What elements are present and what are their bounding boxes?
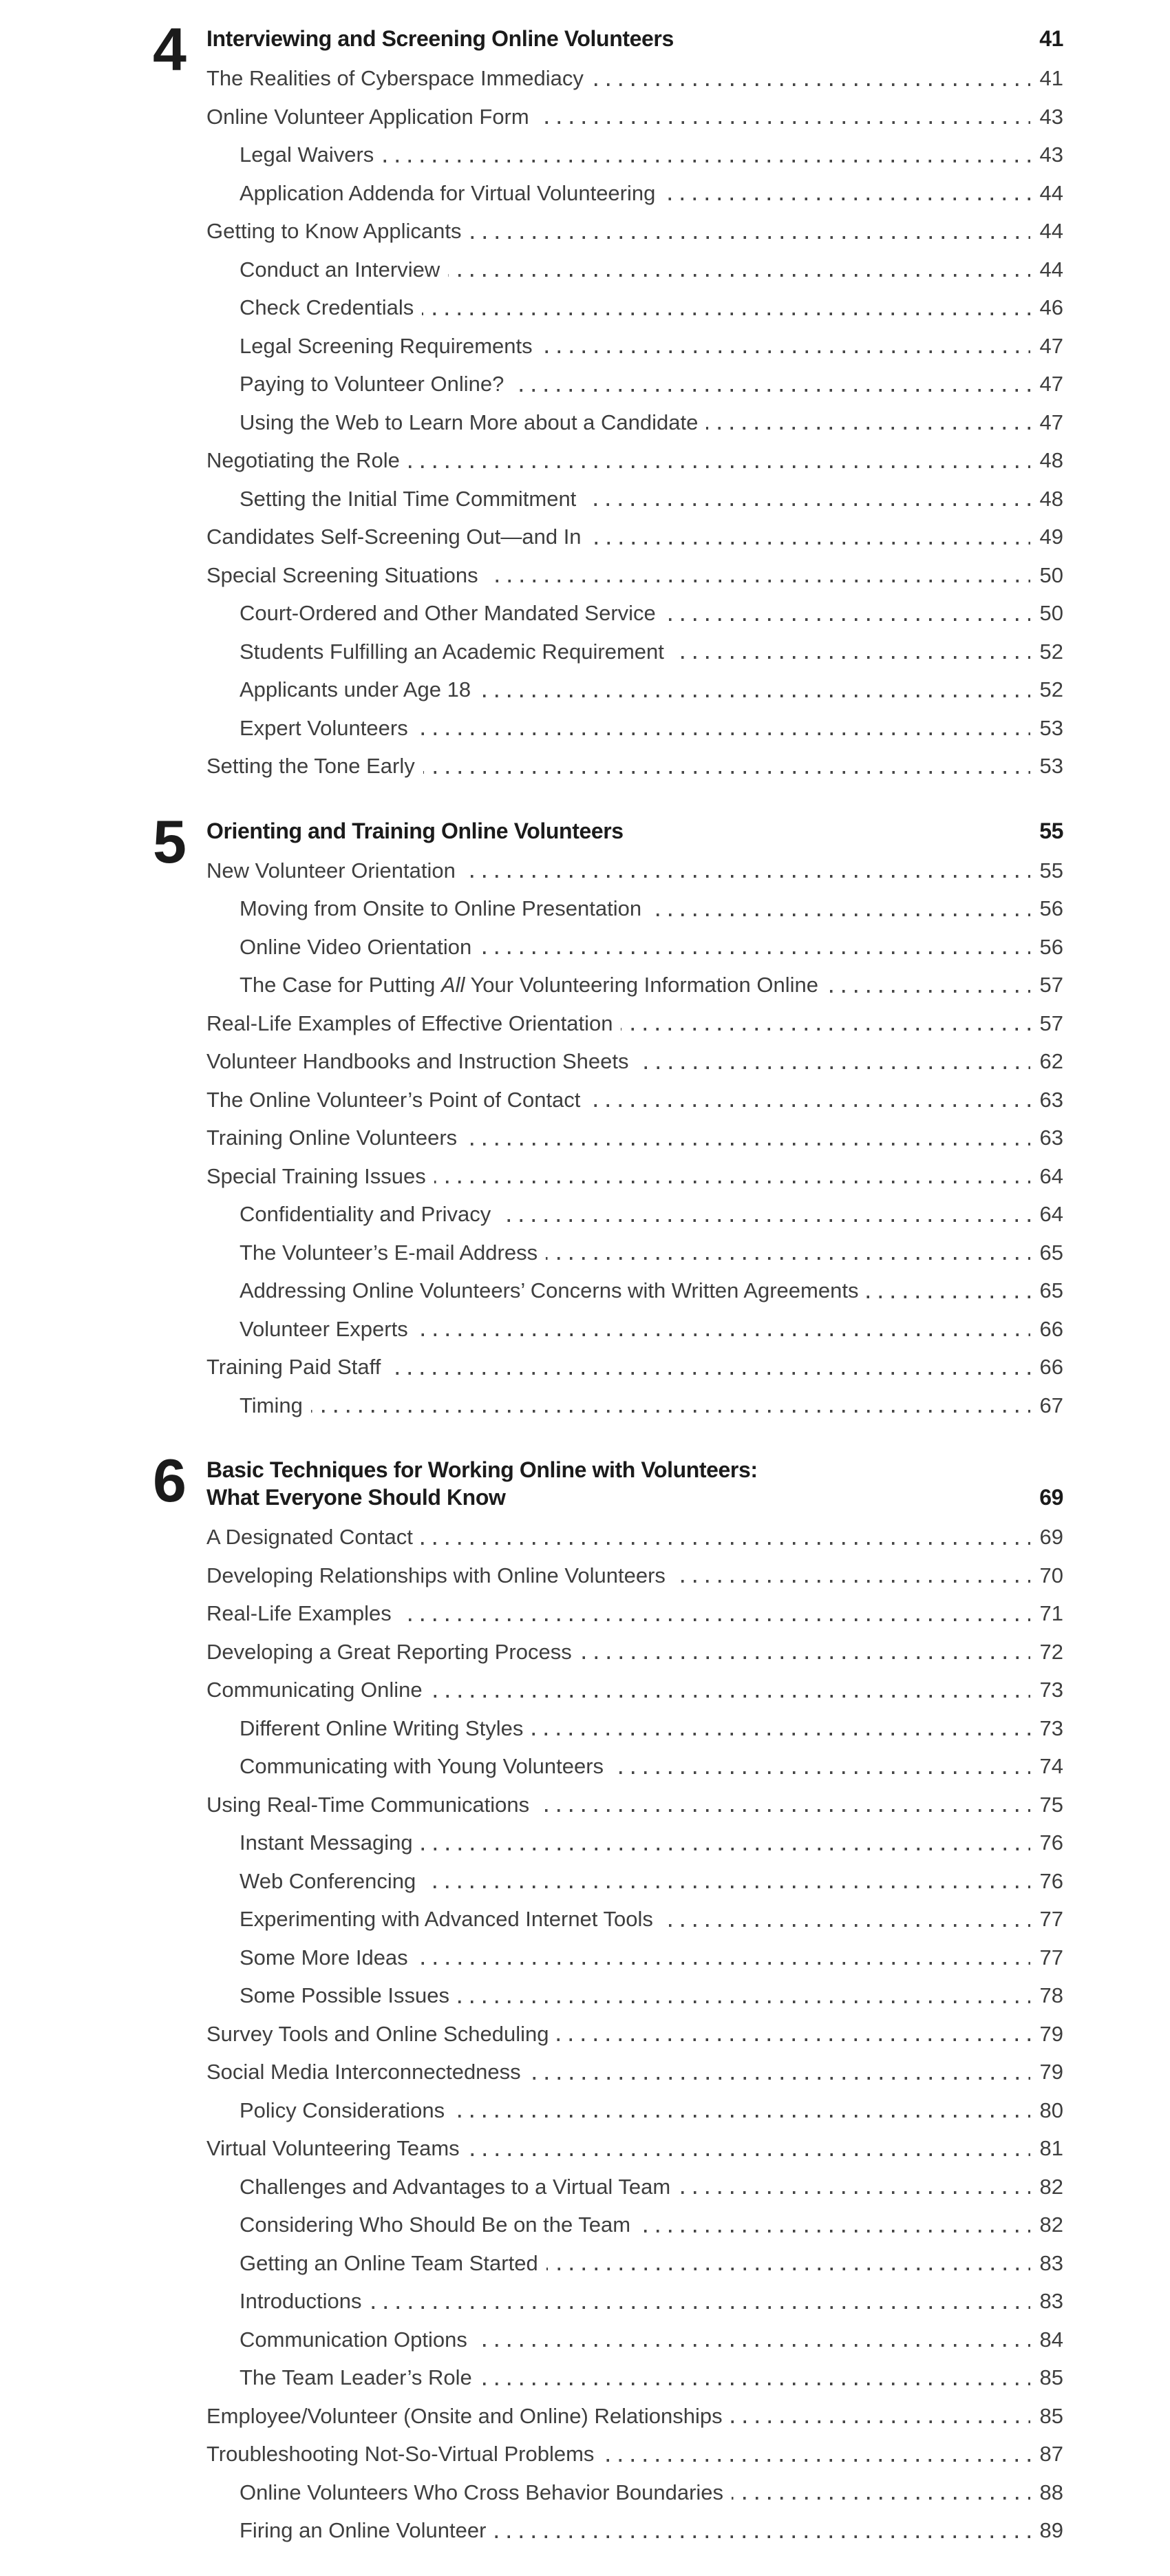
entry-label: The Volunteer’s E-mail Address [240,1240,538,1265]
entry-page-number: 73 [1039,1715,1063,1740]
entry-page-number: 56 [1039,934,1063,959]
entry-label: Students Fulfilling an Academic Requirement [240,639,664,664]
entry-label: Introductions [240,2289,362,2313]
entry-label: Using Real-Time Communications [206,1792,530,1817]
entry-label: Application Addenda for Virtual Volunteering [240,180,656,205]
toc-entry [206,212,1063,251]
dot-leader [538,121,1030,124]
chapter-title-line: Orienting and Training Online Volunteers [206,818,624,843]
entry-label: Legal Waivers [240,142,374,167]
entry-page-number: 48 [1039,486,1063,511]
dot-leader [602,2459,1030,2462]
toc-entry [206,2358,1063,2397]
toc-entry [206,966,1063,1004]
toc-entry [206,1594,1063,1633]
toc-entry [206,2015,1063,2054]
toc-entry [206,2473,1063,2512]
entry-label-segment: Your Volunteering Information Online [465,973,818,997]
entry-page-number: 87 [1039,2442,1063,2466]
toc-entry [206,747,1063,785]
dot-leader [557,2038,1030,2041]
toc-entry [206,1518,1063,1556]
entry-label: Candidates Self-Screening Out—and In [206,525,582,549]
chapter-title [206,25,674,52]
entry-page-number: 76 [1039,1830,1063,1855]
entry-label: Setting the Tone Early [206,754,415,778]
entry-page-number: 89 [1039,2518,1063,2542]
dot-leader [529,2077,1030,2080]
entry-label: Special Training Issues [206,1163,426,1188]
toc-entry [206,1709,1063,1748]
toc-entry [206,556,1063,595]
entry-page-number: 56 [1039,896,1063,920]
entry-page-number: 44 [1039,219,1063,243]
chapter-title-line: Interviewing and Screening Online Volunteers [206,26,674,51]
entry-page-number: 66 [1039,1355,1063,1379]
entry-page-number: 57 [1039,1011,1063,1035]
entry-page-number: 63 [1039,1087,1063,1112]
entry-label: Communicating Online [206,1678,423,1702]
dot-leader [453,2115,1030,2118]
dot-leader [621,1028,1030,1031]
entry-label: Online Volunteer Application Form [206,104,529,129]
chapter-number: 6 [153,1446,184,1514]
dot-leader [480,2383,1030,2385]
entry-label: Training Online Volunteers [206,1126,458,1150]
toc-entry [206,327,1063,366]
toc-entry [206,633,1063,671]
chapter-title [206,817,624,845]
entry-page-number: 57 [1039,973,1063,997]
toc-entry [206,2244,1063,2283]
entry-label: Survey Tools and Online Scheduling [206,2021,549,2046]
toc-entry [206,1119,1063,1157]
entry-page-number: 71 [1039,1601,1063,1625]
entry-label: Getting to Know Applicants [206,219,462,243]
dot-leader [546,2268,1030,2270]
dot-leader [487,580,1030,582]
entry-page-number: 88 [1039,2480,1063,2504]
entry-label: Moving from Onsite to Online Presentation [240,896,642,920]
entry-label: Training Paid Staff [206,1355,381,1379]
toc-entry [206,1824,1063,1862]
entry-page-number: 64 [1039,1163,1063,1188]
toc-entry [206,2168,1063,2206]
dot-leader [637,1066,1030,1069]
toc-chapter [0,1446,1063,2550]
dot-leader [468,2153,1030,2156]
entry-label: Communicating with Young Volunteers [240,1754,604,1778]
entry-page-number: 52 [1039,677,1063,701]
chapter-page-number: 41 [1039,26,1063,51]
dot-leader [416,732,1030,735]
dot-leader [592,83,1030,86]
entry-label: Expert Volunteers [240,715,408,740]
entry-label: The Realities of Cyberspace Immediacy [206,66,584,90]
toc-entry [206,1976,1063,2015]
dot-leader [731,2420,1030,2423]
dot-leader [663,198,1030,200]
toc-entry [206,480,1063,518]
chapter-title [206,1456,758,1511]
entry-page-number: 74 [1039,1754,1063,1778]
dot-leader [706,427,1030,430]
entry-label: Experimenting with Advanced Internet Tools [240,1907,653,1931]
entry-page-number: 50 [1039,601,1063,625]
toc-entry [206,1786,1063,1824]
entry-page-number: 44 [1039,180,1063,205]
entry-page-number: 72 [1039,1639,1063,1664]
dot-leader [370,2306,1030,2309]
dot-leader [476,2344,1030,2347]
entry-page-number: 44 [1039,257,1063,282]
dot-leader [423,771,1030,774]
entry-label: Addressing Online Volunteers’ Concerns with Written Agreements [240,1278,859,1302]
dot-leader [448,274,1030,277]
entry-page-number: 62 [1039,1049,1063,1073]
dot-leader [389,1372,1030,1375]
entry-label-italic-segment: All [440,973,465,997]
chapter-page-number: 55 [1039,818,1063,843]
entry-page-number: 85 [1039,2403,1063,2428]
entry-label: Employee/Volunteer (Onsite and Online) Relationships [206,2403,723,2428]
chapter-heading [206,25,1063,52]
dot-leader [421,1848,1030,1850]
entry-label: Real-Life Examples of Effective Orientation [206,1011,613,1035]
toc-entry [206,1633,1063,1671]
dot-leader [538,1809,1030,1812]
dot-leader [650,914,1030,916]
dot-leader [408,465,1030,468]
entry-page-number: 46 [1039,295,1063,319]
dot-leader [416,1962,1030,1965]
toc-entry [206,2129,1063,2168]
toc-entry [206,1271,1063,1310]
dot-leader [590,542,1030,545]
entry-page-number: 85 [1039,2365,1063,2389]
dot-leader [679,2191,1030,2194]
entry-label: Considering Who Should Be on the Team [240,2213,631,2237]
dot-leader [512,389,1030,392]
entry-label: Check Credentials [240,295,414,319]
entry-label: Online Video Orientation [240,934,472,959]
entry-label: Getting an Online Team Started [240,2250,538,2275]
entry-page-number: 69 [1039,1525,1063,1549]
dot-leader [672,656,1030,659]
chapter-number: 4 [153,15,184,83]
chapter-title-line: What Everyone Should Know [206,1485,506,1510]
dot-leader [421,1542,1030,1545]
entry-page-number: 76 [1039,1868,1063,1893]
chapter-heading [206,1456,1063,1511]
toc-entry [206,441,1063,480]
entry-page-number: 65 [1039,1240,1063,1265]
entry-page-number: 75 [1039,1792,1063,1817]
toc-entry [206,1348,1063,1386]
dot-leader [470,236,1030,239]
entry-page-number: 48 [1039,448,1063,472]
dot-leader [458,2000,1030,2003]
entry-label: Some More Ideas [240,1945,408,1970]
entry-label: Developing Relationships with Online Volunteers [206,1563,666,1587]
toc-entry [206,1671,1063,1709]
entry-label-segment: The Case for Putting [240,973,441,997]
entry-page-number: 67 [1039,1393,1063,1417]
dot-leader [416,1333,1030,1336]
entry-label: Court-Ordered and Other Mandated Service [240,601,656,625]
chapter-title-line: Basic Techniques for Working Online with Volunteers: [206,1457,758,1482]
dot-leader [531,1733,1030,1735]
entry-page-number: 77 [1039,1907,1063,1931]
entry-label: Troubleshooting Not-So-Virtual Problems [206,2442,595,2466]
toc-entry [206,1556,1063,1595]
entry-page-number: 82 [1039,2174,1063,2199]
entry-label: Policy Considerations [240,2098,445,2122]
toc-entry [206,594,1063,633]
dot-leader [382,160,1030,162]
dot-leader [664,618,1030,621]
entry-label: A Designated Contact [206,1525,413,1549]
toc-entry [206,2091,1063,2130]
entry-page-number: 47 [1039,410,1063,434]
toc-entry [206,889,1063,928]
dot-leader [732,2497,1030,2500]
toc-entry [206,1747,1063,1786]
entry-label: Web Conferencing [240,1868,416,1893]
entry-page-number: 43 [1039,104,1063,129]
entry-page-number: 47 [1039,333,1063,358]
toc-entry [206,709,1063,748]
toc-entry [206,2435,1063,2473]
entry-page-number: 81 [1039,2136,1063,2160]
entry-label: Developing a Great Reporting Process [206,1639,572,1664]
entry-label: Communication Options [240,2327,467,2352]
entry-label: Confidentiality and Privacy [240,1202,491,1226]
entry-page-number: 83 [1039,2289,1063,2313]
dot-leader [479,695,1030,697]
toc-entry [206,2053,1063,2091]
entry-label: Challenges and Advantages to a Virtual Team [240,2174,671,2199]
dot-leader [434,1181,1030,1183]
toc-entry [206,518,1063,556]
toc-entry [206,1004,1063,1043]
dot-leader [494,2535,1030,2538]
entry-label: Online Volunteers Who Cross Behavior Boundaries [240,2480,724,2504]
toc-entry [206,174,1063,213]
entry-page-number: 52 [1039,639,1063,664]
toc-entry [206,2282,1063,2321]
toc-entry [206,2321,1063,2359]
entry-label: Negotiating the Role [206,448,400,472]
entry-label: Firing an Online Volunteer [240,2518,487,2542]
entry-page-number: 53 [1039,754,1063,778]
dot-leader [480,951,1030,954]
toc-entry [206,1195,1063,1234]
dot-leader [661,1924,1030,1927]
toc-entry [206,403,1063,442]
chapter-number: 5 [153,807,184,876]
dot-leader [464,875,1030,878]
toc-entry [206,671,1063,709]
toc-entry [206,1234,1063,1272]
entry-label: Setting the Initial Time Commitment [240,486,577,511]
entry-label: Real-Life Examples [206,1601,392,1625]
toc-entry [206,2397,1063,2436]
dot-leader [311,1410,1030,1413]
dot-leader [400,1618,1030,1621]
entry-label: The Team Leader’s Role [240,2365,472,2389]
entry-page-number: 66 [1039,1316,1063,1341]
entry-page-number: 64 [1039,1202,1063,1226]
toc-chapter [0,15,1063,785]
dot-leader [580,1656,1030,1659]
toc-entry [206,2206,1063,2244]
dot-leader [541,350,1030,353]
entry-page-number: 77 [1039,1945,1063,1970]
dot-leader [499,1219,1030,1222]
entry-page-number: 63 [1039,1126,1063,1150]
entry-page-number: 55 [1039,858,1063,883]
entry-page-number: 80 [1039,2098,1063,2122]
entry-page-number: 83 [1039,2250,1063,2275]
chapter-heading [206,817,1063,845]
toc-entry [206,1386,1063,1425]
dot-leader [546,1257,1030,1260]
entry-label: Different Online Writing Styles [240,1715,524,1740]
entry-label: The Online Volunteer’s Point of Contact [206,1087,581,1112]
toc-entry [206,1939,1063,1977]
entry-page-number: 70 [1039,1563,1063,1587]
toc-entry [206,1081,1063,1119]
dot-leader [866,1296,1030,1298]
toc-entry [206,2511,1063,2550]
entry-page-number: 49 [1039,525,1063,549]
entry-page-number: 78 [1039,1983,1063,2007]
entry-label: Timing [240,1393,303,1417]
entry-page-number: 47 [1039,372,1063,396]
toc-entry [206,59,1063,98]
toc-chapter [0,807,1063,1425]
entry-label: Paying to Volunteer Online? [240,372,504,396]
toc-entry [206,365,1063,403]
dot-leader [465,1143,1030,1146]
dot-leader [422,313,1030,315]
entry-page-number: 79 [1039,2060,1063,2084]
entry-label: Volunteer Handbooks and Instruction Sheets [206,1049,629,1073]
toc-entry [206,1862,1063,1901]
entry-label: Legal Screening Requirements [240,333,533,358]
toc-entry [206,1157,1063,1196]
entry-page-number: 82 [1039,2213,1063,2237]
entry-page-number: 65 [1039,1278,1063,1302]
entry-page-number: 50 [1039,562,1063,587]
entry-label: Applicants under Age 18 [240,677,471,701]
toc-entry [206,251,1063,289]
chapter-page-number: 69 [1039,1485,1063,1510]
toc-entry [206,1310,1063,1349]
dot-leader [431,1695,1030,1698]
toc-entry [206,1900,1063,1939]
entry-page-number: 84 [1039,2327,1063,2352]
entry-page-number: 43 [1039,142,1063,167]
toc-entry [206,1042,1063,1081]
toc-entry [206,98,1063,136]
entry-label: Virtual Volunteering Teams [206,2136,460,2160]
toc-entry [206,928,1063,967]
entry-label: New Volunteer Orientation [206,858,456,883]
toc-entry [206,852,1063,890]
entry-page-number: 79 [1039,2021,1063,2046]
entry-label: Conduct an Interview [240,257,440,282]
dot-leader [584,503,1030,506]
entry-page-number: 53 [1039,715,1063,740]
entry-label: Social Media Interconnectedness [206,2060,521,2084]
toc-entry [206,136,1063,174]
dot-leader [612,1771,1030,1774]
entry-page-number: 41 [1039,66,1063,90]
entry-label: Instant Messaging [240,1830,413,1855]
entry-label: Volunteer Experts [240,1316,408,1341]
entry-page-number: 73 [1039,1678,1063,1702]
entry-label: Special Screening Situations [206,562,478,587]
dot-leader [674,1580,1030,1583]
toc-entry [206,288,1063,327]
dot-leader [588,1104,1030,1107]
entry-label: Using the Web to Learn More about a Candidate [240,410,699,434]
entry-label [240,966,818,1004]
entry-label: Some Possible Issues [240,1983,449,2007]
dot-leader [424,1886,1030,1888]
dot-leader [827,990,1030,993]
dot-leader [639,2230,1030,2232]
